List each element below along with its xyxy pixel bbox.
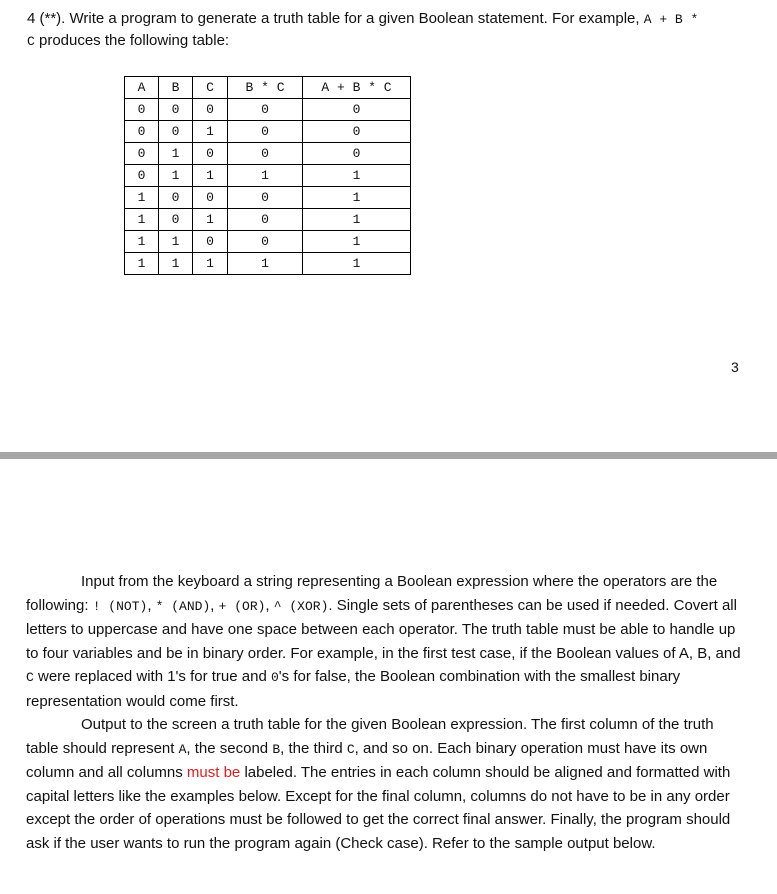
truth-table-cell: 1 <box>125 231 159 253</box>
truth-table-row <box>125 187 411 209</box>
page-divider <box>0 452 777 459</box>
truth-table-row <box>125 99 411 121</box>
truth-table-cell: 0 <box>159 99 193 121</box>
inline-code: C <box>26 670 34 685</box>
input-instructions-paragraph <box>26 570 750 713</box>
truth-table-cell: 0 <box>193 231 228 253</box>
inline-code: 0 <box>270 670 279 685</box>
paragraph-text: , <box>147 596 156 614</box>
inline-code: B <box>272 741 281 757</box>
truth-table-cell: 1 <box>303 209 411 231</box>
truth-table-row <box>125 121 411 143</box>
paragraph-text: were replaced with 1's for true and <box>33 668 271 685</box>
problem-intro-line-1 <box>27 9 698 30</box>
paragraph-text: 's for false, the Boolean combination with the smallest binary representation would come first. <box>26 668 681 710</box>
truth-table-row <box>125 253 411 275</box>
truth-table-cell: 1 <box>159 165 193 187</box>
truth-table-cell: 1 <box>159 253 193 275</box>
intro-code-expression: A + B * <box>643 12 699 27</box>
paragraph-text: . Single sets of parentheses can be used if needed. Covert all letters to uppercase and have one space between each operator. The truth table must be able to handle up to four variables and be in binary order. For example, in the first test case, if the Boolean values of A, B, and <box>26 596 741 662</box>
truth-table-cell: 0 <box>303 121 411 143</box>
truth-table-cell: 1 <box>193 121 228 143</box>
truth-table-cell: 1 <box>303 231 411 253</box>
truth-table <box>124 76 411 275</box>
column-header-b: B <box>159 77 193 99</box>
truth-table-cell: 0 <box>193 187 228 209</box>
truth-table-cell: 0 <box>228 231 303 253</box>
paragraph-text: labeled. The entries in each column should be aligned and formatted with capital letters like the examples below. Except for the final column, columns do not have to be in any order except the order of operations must be followed to get the correct final answer. Finally, the program should ask if the user wants to run the program again (Check case). Refer to the sample output below. <box>26 764 731 852</box>
truth-table-cell: 0 <box>159 187 193 209</box>
intro-code-variable: C <box>27 34 35 49</box>
truth-table-cell: 0 <box>125 99 159 121</box>
truth-table-cell: 1 <box>125 209 159 231</box>
emphasis-text: must be <box>186 764 241 781</box>
page-number: 3 <box>731 359 739 375</box>
truth-table-cell: 0 <box>125 143 159 165</box>
truth-table-row <box>125 165 411 187</box>
column-header-a-or-b-and-c: A + B * C <box>303 77 411 99</box>
paragraph-text: , and so on. Each binary operation must have its own column and all columns <box>26 739 708 781</box>
truth-table-cell: 0 <box>228 209 303 231</box>
document-page-2 <box>26 570 750 855</box>
truth-table-cell: 0 <box>228 187 303 209</box>
truth-table-row <box>125 209 411 231</box>
truth-table-cell: 1 <box>228 165 303 187</box>
intro-text-end: produces the following table: <box>34 32 230 49</box>
truth-table-cell: 1 <box>193 165 228 187</box>
paragraph-text: , <box>265 596 274 614</box>
column-header-a: A <box>125 77 159 99</box>
inline-code: ^ (XOR) <box>273 598 329 614</box>
truth-table-cell: 0 <box>159 121 193 143</box>
truth-table-cell: 0 <box>303 99 411 121</box>
inline-code: * (AND) <box>155 598 211 614</box>
paragraph-text: Input from the keyboard a string representing a Boolean expression where the operators are the following: <box>26 573 718 614</box>
truth-table-cell: 0 <box>228 143 303 165</box>
truth-table-cell: 0 <box>228 121 303 143</box>
truth-table-cell: 1 <box>303 187 411 209</box>
truth-table-cell: 1 <box>193 209 228 231</box>
paragraph-text: , the third <box>280 739 347 757</box>
truth-table-cell: 0 <box>159 209 193 231</box>
truth-table-cell: 1 <box>303 253 411 275</box>
paragraph-text: , the second <box>186 739 273 757</box>
output-instructions-paragraph <box>26 713 750 855</box>
truth-table-cell: 1 <box>159 143 193 165</box>
intro-text: 4 (**). Write a program to generate a truth table for a given Boolean statement. For example, <box>27 10 644 27</box>
truth-table-cell: 1 <box>303 165 411 187</box>
truth-table-cell: 0 <box>193 143 228 165</box>
truth-table-row <box>125 143 411 165</box>
column-header-b-and-c: B * C <box>228 77 303 99</box>
truth-table-row <box>125 231 411 253</box>
paragraph-text: , <box>210 596 219 614</box>
truth-table-cell: 0 <box>125 165 159 187</box>
truth-table-cell: 1 <box>159 231 193 253</box>
inline-code: A <box>178 741 187 757</box>
truth-table-cell: 1 <box>125 187 159 209</box>
truth-table-cell: 1 <box>228 253 303 275</box>
truth-table-cell: 0 <box>125 121 159 143</box>
truth-table-cell: 0 <box>303 143 411 165</box>
problem-intro-line-2 <box>27 31 229 52</box>
inline-code: + (OR) <box>218 598 266 614</box>
truth-table-cell: 1 <box>193 253 228 275</box>
paragraph-text: Output to the screen a truth table for the given Boolean expression. The first column of the truth table should represent <box>26 716 714 757</box>
column-header-c: C <box>193 77 228 99</box>
truth-table-cell: 1 <box>125 253 159 275</box>
inline-code: ! (NOT) <box>92 598 148 614</box>
truth-table-cell: 0 <box>228 99 303 121</box>
truth-table-cell: 0 <box>193 99 228 121</box>
truth-table-header-row <box>125 77 411 99</box>
inline-code: C <box>346 741 355 757</box>
